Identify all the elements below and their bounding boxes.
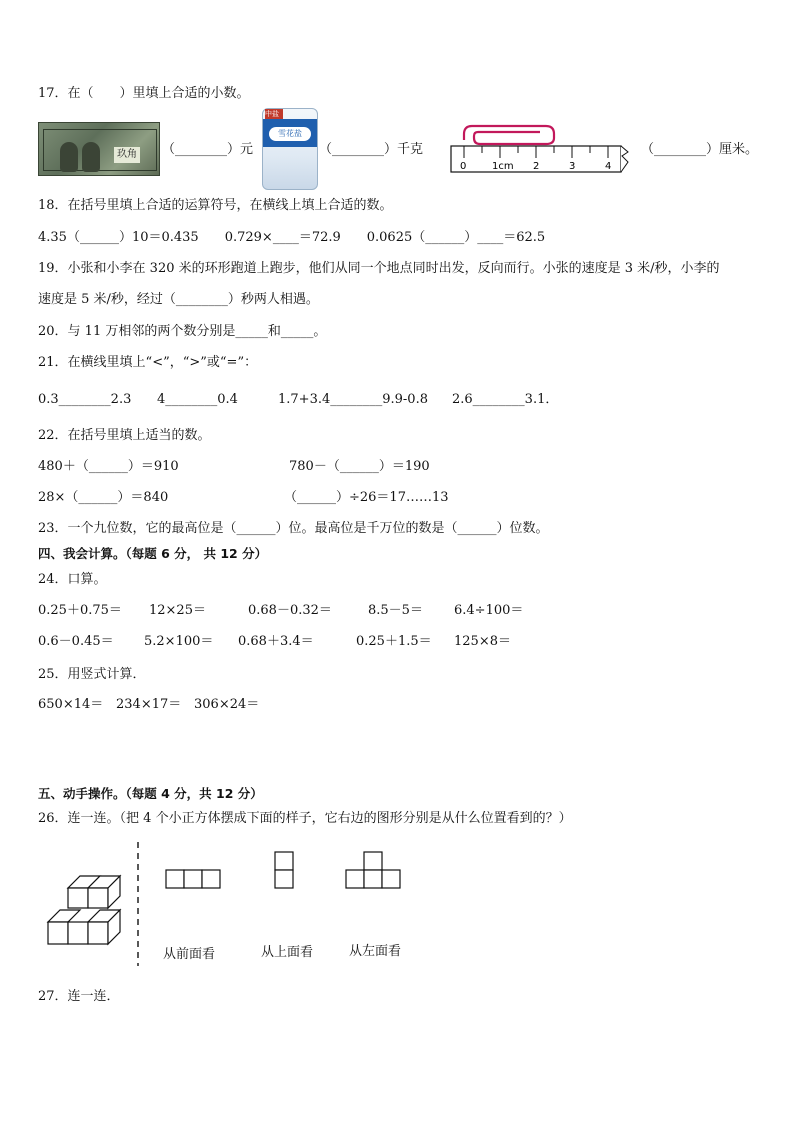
q25-title: 25．用竖式计算．	[38, 667, 146, 682]
q26-title: 26．连一连。（把 4 个小正方体摆成下面的样子，它右边的图形分别是从什么位置看到的？）	[38, 811, 572, 826]
banknote-image	[38, 122, 160, 176]
q24-r2-2[interactable]: 5.2×100＝	[144, 634, 214, 649]
q21-title: 21．在横线里填上“<”，“>”或“=”：	[38, 355, 258, 370]
q21-item-3[interactable]: 1.7+3.4________9.9-0.8	[278, 392, 428, 407]
q21-item-4[interactable]: 2.6________3.1．	[452, 392, 559, 407]
section5-title: 五、动手操作。（每题 4 分，共 12 分）	[38, 786, 263, 801]
ruler-tick-3: 3	[569, 161, 576, 172]
q25-item-2[interactable]: 234×17＝	[116, 697, 182, 712]
ruler-tick-0: 0	[460, 161, 467, 172]
q24-r1-2[interactable]: 12×25＝	[149, 603, 206, 618]
q17-blank-yuan[interactable]: （________）元	[162, 142, 254, 157]
view-two-stacked-squares-icon	[275, 852, 293, 888]
q19-line2[interactable]: 速度是 5 米/秒，经过（________）秒两人相遇。	[38, 292, 319, 307]
q24-r2-5[interactable]: 125×8＝	[454, 634, 511, 649]
q27-title: 27．连一连．	[38, 989, 120, 1004]
q18-title: 18．在括号里填上合适的运算符号，在横线上填上合适的数。	[38, 198, 393, 213]
ruler-tick-2: 2	[533, 161, 540, 172]
salt-bag-brand: 中盐	[265, 109, 283, 119]
q24-r1-5[interactable]: 6.4÷100＝	[454, 603, 524, 618]
banknote-portrait-right	[82, 142, 100, 172]
q24-r2-3[interactable]: 0.68＋3.4＝	[238, 634, 314, 649]
cube-stack-icon	[48, 876, 120, 944]
ruler-icon	[451, 146, 628, 172]
salt-bag-image	[262, 108, 318, 190]
q20-line[interactable]: 20．与 11 万相邻的两个数分别是_____和_____。	[38, 324, 327, 339]
q24-r1-4[interactable]: 8.5－5＝	[368, 603, 423, 618]
q24-r1-1[interactable]: 0.25＋0.75＝	[38, 603, 122, 618]
q22-item-2[interactable]: 780－（______）＝190	[289, 459, 430, 474]
section4-title: 四、我会计算。（每题 6 分， 共 12 分）	[38, 546, 268, 561]
ruler-tick-4: 4	[605, 161, 612, 172]
q17-blank-kg[interactable]: （________）千克	[319, 142, 424, 157]
q19-line1: 19．小张和小李在 320 米的环形跑道上跑步，他们从同一个地点同时出发，反向而行。小张的速度是 3 米/秒，小李的	[38, 261, 720, 276]
paperclip-icon	[464, 126, 554, 144]
q17-title: 17．在（ ）里填上合适的小数。	[38, 86, 250, 101]
q25-item-3[interactable]: 306×24＝	[194, 697, 260, 712]
banknote-denomination: 玖角	[114, 147, 140, 163]
q21-item-1[interactable]: 0.3________2.3	[38, 392, 132, 407]
q25-item-1[interactable]: 650×14＝	[38, 697, 104, 712]
q24-title: 24．口算。	[38, 572, 107, 587]
view-label-left[interactable]: 从左面看	[349, 944, 402, 959]
q18-line[interactable]: 4.35（______）10＝0.435 0.729×____＝72.9 0.0625（______）____＝62.5	[38, 230, 546, 245]
banknote-portrait-left	[60, 142, 78, 172]
view-t-shape-icon	[346, 852, 400, 888]
q24-r2-4[interactable]: 0.25＋1.5＝	[356, 634, 432, 649]
q21-item-2[interactable]: 4________0.4	[157, 392, 238, 407]
view-label-front[interactable]: 从前面看	[163, 947, 216, 962]
banknote-frame	[43, 129, 157, 171]
q23-line[interactable]: 23．一个九位数，它的最高位是（______）位。最高位是千万位的数是（______）位数。	[38, 521, 549, 536]
q24-r1-3[interactable]: 0.68－0.32＝	[248, 603, 332, 618]
view-label-top[interactable]: 从上面看	[261, 945, 314, 960]
salt-bag-label: 雪花盐	[269, 127, 311, 141]
q24-r2-1[interactable]: 0.6－0.45＝	[38, 634, 114, 649]
view-three-squares-icon	[166, 870, 220, 888]
q22-item-1[interactable]: 480＋（______）＝910	[38, 459, 179, 474]
ruler-with-paperclip-image	[450, 122, 632, 178]
q22-title: 22．在括号里填上适当的数。	[38, 428, 211, 443]
q22-item-3[interactable]: 28×（______）＝840	[38, 490, 169, 505]
ruler-tick-1: 1cm	[492, 161, 514, 172]
q22-item-4[interactable]: （______）÷26＝17……13	[284, 490, 449, 505]
q17-blank-cm[interactable]: （________）厘米。	[641, 142, 759, 157]
